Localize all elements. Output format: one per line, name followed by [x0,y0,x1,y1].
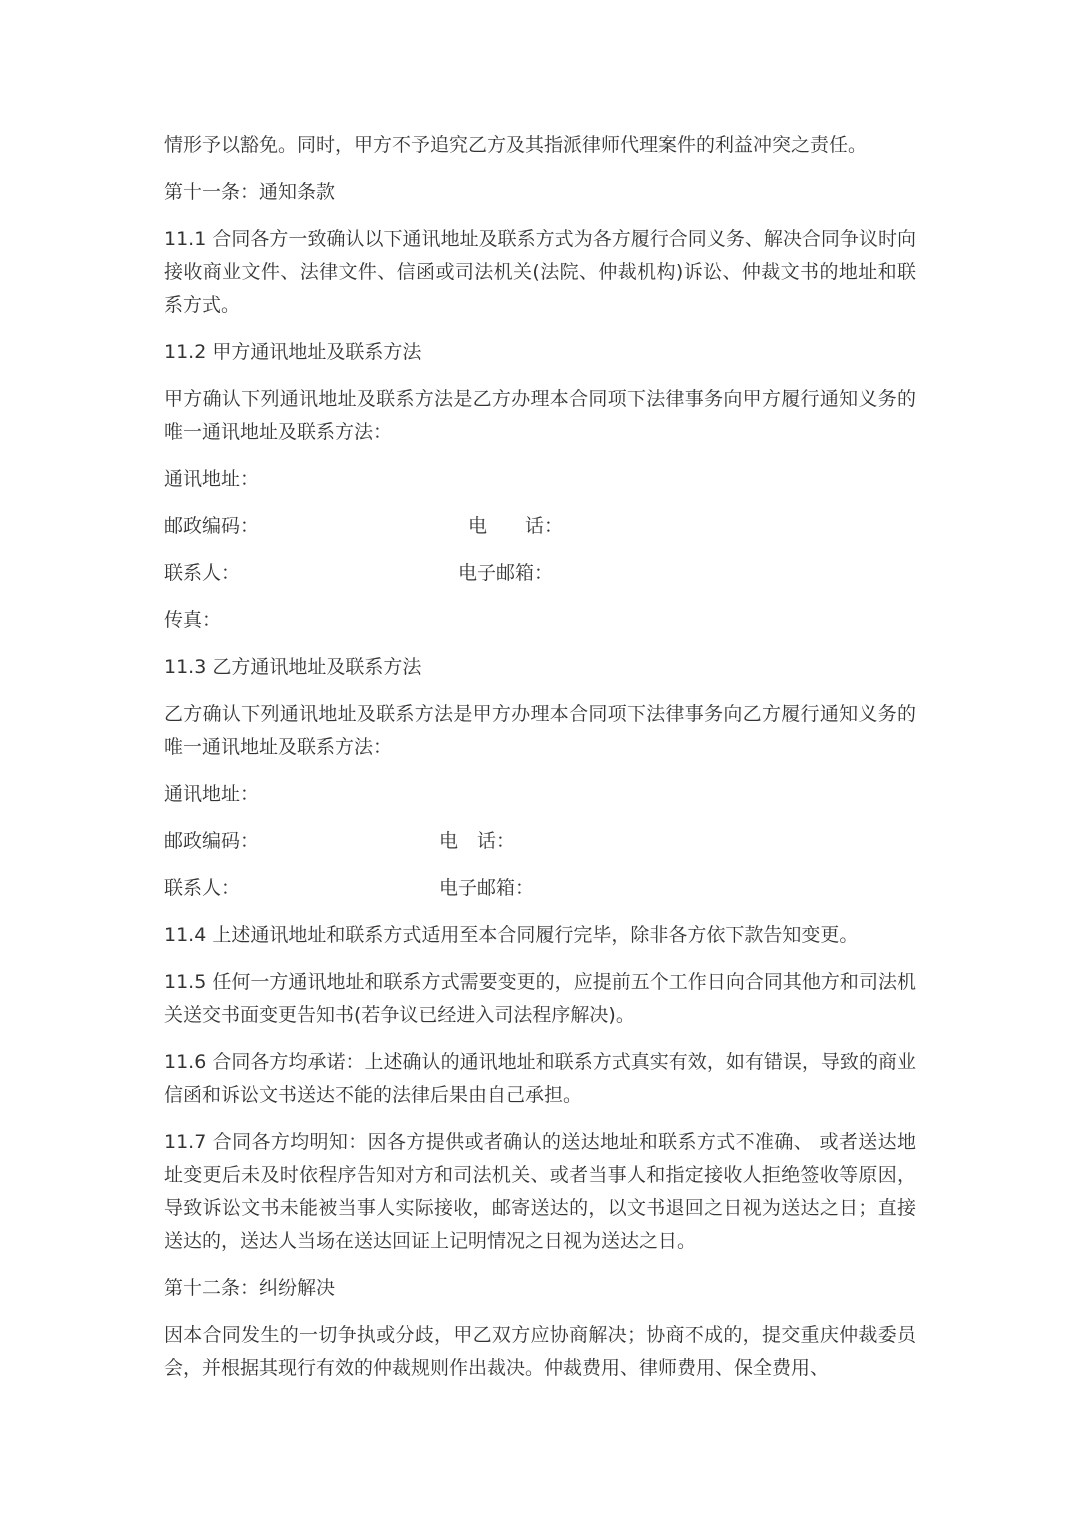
party-a-fax-row [164,604,916,637]
party-b-phone-label: 电 话： [439,830,516,852]
intro-paragraph: 情形予以豁免。同时，甲方不予追究乙方及其指派律师代理案件的利益冲突之责任。 [164,134,868,156]
clause-11-1: 11.1 合同各方一致确认以下通讯地址及联系方式为各方履行合同义务、解决合同争议时向接收商业文件、法律文件、信函或司法机关(法院、仲裁机构)诉讼、仲裁文书的地址和联系方式。 [164,228,916,316]
clause-11-3-title: 11.3 乙方通讯地址及联系方法 [164,656,422,678]
document-body [164,129,916,1399]
party-b-contact-label: 联系人： [164,877,241,899]
clause-11-2-body: 甲方确认下列通讯地址及联系方法是乙方办理本合同项下法律事务向甲方履行通知义务的唯一通讯地址及联系方法： [164,388,916,443]
party-b-contact-email-row [164,872,916,905]
article-12-title: 第十二条：纠纷解决 [164,1277,336,1299]
clause-11-4: 11.4 上述通讯地址和联系方式适用至本合同履行完毕，除非各方依下款告知变更。 [164,924,859,946]
party-a-contact-label: 联系人： [164,562,241,584]
party-b-address-label: 通讯地址： [164,783,260,805]
clause-11-2-title: 11.2 甲方通讯地址及联系方法 [164,341,422,363]
party-b-postcode-label: 邮政编码： [164,830,260,852]
party-a-contact-email-row [164,557,916,590]
party-a-address-label: 通讯地址： [164,468,260,490]
clause-11-6: 11.6 合同各方均承诺：上述确认的通讯地址和联系方式真实有效，如有错误，导致的商业信函和诉讼文书送达不能的法律后果由自己承担。 [164,1051,916,1106]
party-a-address-row [164,463,916,496]
clause-12-body: 因本合同发生的一切争执或分歧，甲乙双方应协商解决；协商不成的，提交重庆仲裁委员会，并根据其现行有效的仲裁规则作出裁决。仲裁费用、律师费用、保全费用、 [164,1324,916,1379]
party-b-address-row [164,778,916,811]
clause-11-3-body: 乙方确认下列通讯地址及联系方法是甲方办理本合同项下法律事务向乙方履行通知义务的唯一通讯地址及联系方法： [164,703,916,758]
clause-11-7: 11.7 合同各方均明知：因各方提供或者确认的送达地址和联系方式不准确、 或者送达地址变更后未及时依程序告知对方和司法机关、或者当事人和指定接收人拒绝签收等原因，导致诉讼文书未能被当事人实际接收，邮寄送达的，以文书退回之日视为送达之日；直接送达的，送达人当场在送达回证上记明情况之日视为送达之日。 [164,1131,916,1252]
party-b-email-label: 电子邮箱： [439,877,535,899]
clause-11-5: 11.5 任何一方通讯地址和联系方式需要变更的，应提前五个工作日向合同其他方和司法机关送交书面变更告知书(若争议已经进入司法程序解决)。 [164,971,916,1026]
party-a-postcode-label: 邮政编码： [164,515,260,537]
party-a-phone-label: 电 话： [468,515,564,537]
article-11-title: 第十一条：通知条款 [164,181,336,203]
party-b-postcode-phone-row [164,825,916,858]
party-a-postcode-phone-row [164,510,916,543]
party-a-email-label: 电子邮箱： [458,562,554,584]
party-a-fax-label: 传真： [164,609,222,631]
